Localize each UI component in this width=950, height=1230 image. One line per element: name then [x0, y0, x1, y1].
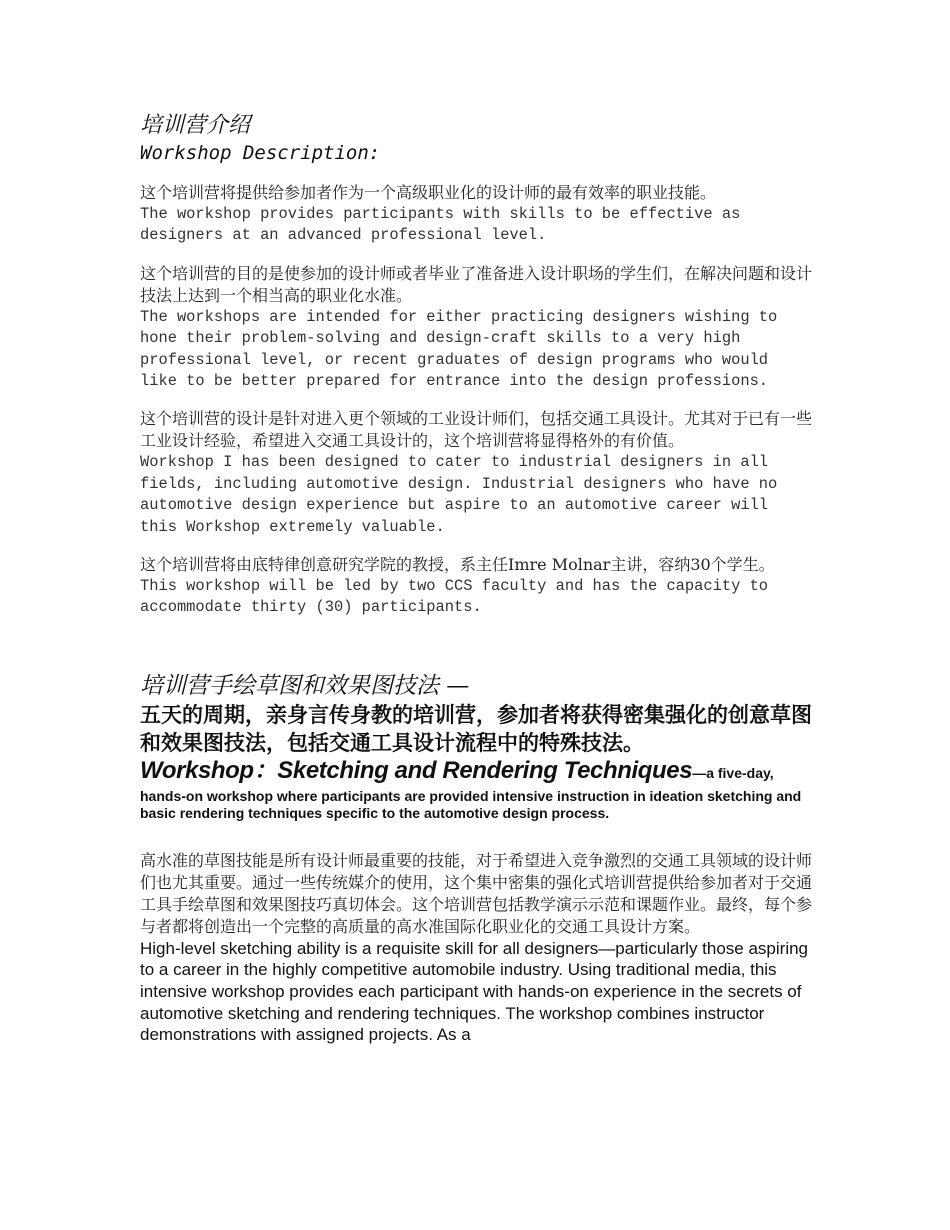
- section2-title-cn: 培训营手绘草图和效果图技法 —: [140, 672, 470, 699]
- paragraph-cn: 这个培训营的目的是使参加的设计师或者毕业了准备进入设计职场的学生们，在解决问题和设计技法上达到一个相当高的职业化水准。: [140, 263, 813, 305]
- section2-subtitle-cn: 五天的周期，亲身言传身教的培训营，参加者将获得密集强化的创意草图和效果图技法，包括交通工具设计流程中的特殊技法。: [140, 702, 812, 755]
- section2-body-cn: 高水准的草图技能是所有设计师最重要的技能，对于希望进入竞争激烈的交通工具领域的设计师们也尤其重要。通过一些传统媒介的使用，这个集中密集的强化式培训营提供给参加者对于交通工具手绘草图和效果图技巧真切体会。这个培训营包括教学演示示范和课题作业。最终，每个参与者都将创造出一个完整的高质量的高水准国际化职业化的交通工具设计方案。: [140, 850, 813, 936]
- section-spacer: [140, 635, 820, 671]
- paragraph-cn: 这个培训营将提供给参加者作为一个高级职业化的设计师的最有效率的职业技能。: [140, 183, 717, 202]
- section2-title-en: Workshop：Sketching and Rendering Techniques: [140, 756, 693, 784]
- section2-title-en-tail: —a five-day,: [692, 764, 774, 781]
- paragraph-cn: 这个培训营将由底特律创意研究学院的教授，系主任Imre Molnar主讲，容纳30个学生。: [140, 555, 775, 575]
- paragraph-1: [140, 182, 820, 247]
- paragraph-4: [140, 554, 820, 619]
- paragraph-en: Workshop I has been designed to cater to industrial designers in all fields, including automotive design. Industrial designers who have no automotive design experience but aspire to an automotive career will this Workshop extremely valuable.: [140, 453, 778, 536]
- paragraph-2: [140, 263, 820, 393]
- paragraph-en: The workshops are intended for either practicing designers wishing to hone their problem-solving and design-craft skills to a very high professional level, or recent graduates of design programs who would like to be better prepared for entrance into the design professions.: [140, 307, 778, 391]
- paragraph-en: This workshop will be led by two CCS faculty and has the capacity to accommodate thirty (30) participants.: [140, 577, 769, 617]
- paragraph-3: [140, 408, 820, 538]
- paragraph-en: The workshop provides participants with skills to be effective as designers at an advanced professional level.: [140, 205, 741, 245]
- section2-body-en: High-level sketching ability is a requisite skill for all designers—particularly those aspiring to a career in the highly competitive automobile industry. Using traditional media, this intensive workshop provides each participant with hands-on experience in the secrets of automotive sketching and rendering techniques. The workshop combines instructor demonstrations with assigned projects. As a: [140, 938, 809, 1045]
- section2-title-en-line: [140, 757, 820, 788]
- section-title-en: Workshop Description:: [140, 142, 381, 164]
- paragraph-cn: 这个培训营的设计是针对进入更个领域的工业设计师们，包括交通工具设计。尤其对于已有一些工业设计经验，希望进入交通工具设计的，这个培训营将显得格外的有价值。: [140, 409, 813, 451]
- section-sketching-workshop: [140, 671, 820, 1046]
- section-workshop-description: [140, 112, 820, 619]
- document-page: [140, 112, 820, 1046]
- section-title-cn: 培训营介绍: [140, 113, 251, 138]
- section2-subtitle-en: hands-on workshop where participants are provided intensive instruction in ideation sketching and basic rendering techniques specific to the automotive design process.: [140, 787, 802, 821]
